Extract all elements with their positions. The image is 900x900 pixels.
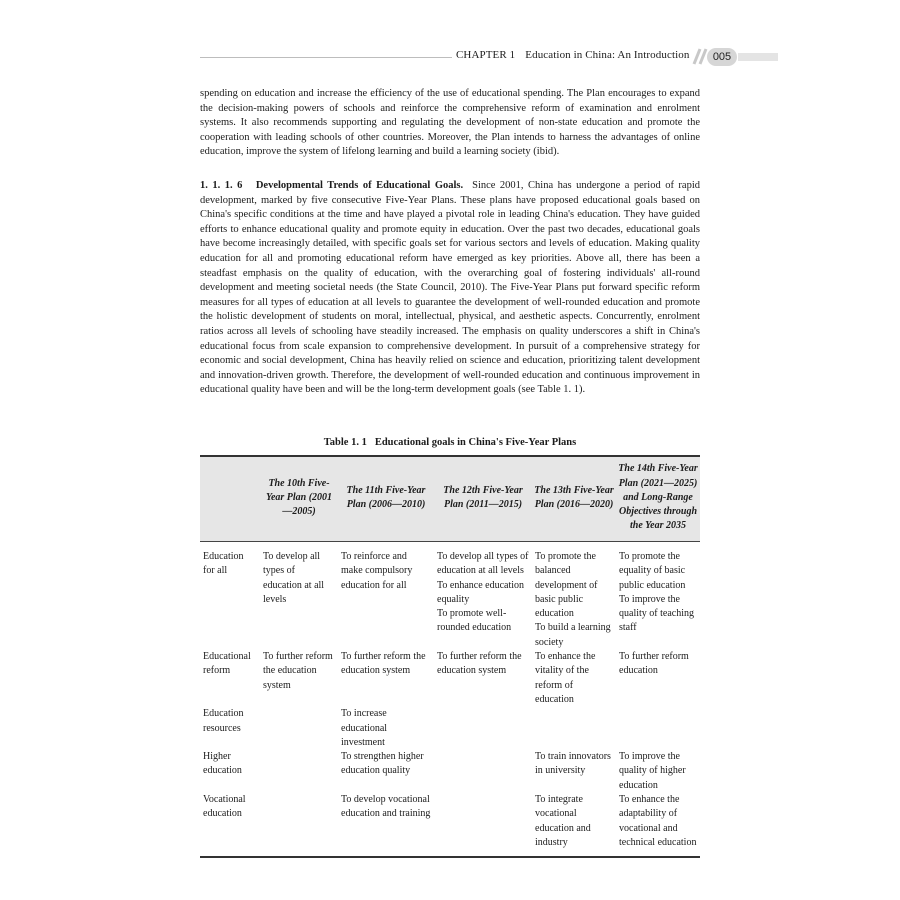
row-category: Higher education (203, 751, 242, 777)
table-row (200, 750, 700, 793)
table-caption-title: Educational goals in China's Five-Year Plans (374, 437, 577, 448)
table-cell (338, 707, 434, 750)
table-row (200, 793, 700, 857)
goals-table (200, 455, 700, 858)
table-cell (616, 707, 700, 750)
table-cell (532, 650, 616, 707)
header-10th-plan: The 10th Five-Year Plan (2001—2005) (260, 456, 338, 542)
table-caption (200, 437, 700, 448)
table-cell (616, 542, 700, 651)
cell-goal: To improve the quality of teaching staff (619, 593, 694, 634)
table-cell (338, 542, 434, 651)
cell-goal: To further reform the education system (263, 651, 333, 691)
cell-goal: To integrate vocational education and industry (535, 794, 591, 848)
running-header (456, 49, 689, 61)
table-header-row (200, 456, 700, 542)
cell-goal: To further reform education (619, 651, 689, 677)
cell-goal: To enhance the vitality of the reform of education (535, 651, 596, 705)
header-11th-plan: The 11th Five-Year Plan (2006—2010) (338, 456, 434, 542)
table-row (200, 707, 700, 750)
table-cell (434, 793, 532, 857)
cell-goal: To enhance the adaptability of vocational and technical education (619, 794, 697, 848)
chapter-title: Education in China: An Introduction (525, 49, 690, 61)
table-cell (532, 542, 616, 651)
table-cell (260, 542, 338, 651)
table-cell (616, 750, 700, 793)
cell-goal: To increase educational investment (341, 708, 388, 748)
cell-goal: To improve the quality of higher education (619, 751, 686, 791)
cell-goal: To promote well-rounded education (437, 608, 512, 634)
cell-goal: To build a learning society (535, 622, 611, 648)
table-cell (260, 750, 338, 793)
row-category: Educational reform (203, 651, 251, 677)
page-badge-tail (738, 53, 778, 61)
table-cell (532, 707, 616, 750)
section-title: Developmental Trends of Educational Goals. (255, 180, 464, 191)
header-empty (200, 456, 260, 542)
cell-goal: To reinforce and make compulsory education for all (341, 551, 413, 591)
section-body: Since 2001, China has undergone a period of rapid development, marked by five consecutive Five-Year Plans. These plans have proposed educational goals based on China's specific conditions at the time and have played a pivotal role in leading China's education. They have guided efforts to enhance educational quality and promote equity in education. Over the past two decades, educational goals have become increasingly detailed, with specific goals set for various sectors and levels of education. Making quality education for all and promoting educational reform have emerged as key priorities. Above all, there has been a steadfast emphasis on the quality of education, with the overarching goal of fostering individuals' all-round development and meeting societal needs (the State Council, 2010). The Five-Year Plans put forward specific reform measures for all types of education at all levels to guarantee the development of well-rounded education and promote the holistic development of students on moral, intellectual, physical, and aesthetic aspects. Concurrently, enrolment ratios across all levels of schooling have steadily increased. The emphasis on quality underscores a shift in China's educational focus from scale expansion to comprehensive development. In pursuit of a comprehensive strategy for economic and social development, China has heavily relied on science and education, prioritizing talent development and innovation-driven growth. Therefore, the development of well-rounded education and continuous improvement in educational quality have been and will be the long-term development goals (see Table 1. 1). (200, 180, 701, 396)
section-paragraph (200, 179, 700, 398)
cell-goal: To further reform the education system (341, 651, 426, 677)
table-cell (260, 707, 338, 750)
table-body (200, 542, 700, 858)
table-cell (260, 793, 338, 857)
header-12th-plan: The 12th Five-Year Plan (2011—2015) (434, 456, 532, 542)
cell-goal: To develop all types of education at all levels (263, 551, 325, 605)
row-category: Vocational education (200, 793, 260, 857)
header-14th-plan: The 14th Five-Year Plan (2021—2025) and Long-Range Objectives through the Year 2035 (616, 456, 700, 542)
table-cell (532, 750, 616, 793)
table-row (200, 542, 700, 651)
cell-goal: To enhance education equality (437, 579, 525, 605)
table-cell (434, 707, 532, 750)
table-cell (338, 793, 434, 857)
cell-goal: To strengthen higher education quality (341, 751, 424, 777)
header-rule (200, 57, 452, 58)
table-cell (260, 650, 338, 707)
header-13th-plan: The 13th Five-Year Plan (2016—2020) (532, 456, 616, 542)
table-row (200, 650, 700, 707)
table-cell (616, 793, 700, 857)
row-category: Education for all (203, 551, 244, 577)
row-category: Education resources (203, 708, 244, 734)
table-cell (338, 650, 434, 707)
cell-goal: To develop all types of education at all levels (437, 551, 529, 577)
table-caption-label: Table 1. 1 (323, 437, 367, 448)
table-cell (434, 650, 532, 707)
table-cell (338, 750, 434, 793)
cell-goal: To train innovators in university (535, 751, 611, 777)
page-number: 005 (707, 48, 737, 66)
table-cell (434, 750, 532, 793)
paragraph-intro: spending on education and increase the efficiency of the use of educational spending. The Plan encourages to expand the decision-making powers of schools and reinforce the comprehensive reform of examination and enrolment systems. It also recommends supporting and regulating the development of non-state education and promote the cooperation with leading schools of other countries. Moreover, the Plan intends to harness the advantages of online education, improve the system of lifelong learning and build a learning society (ibid). (200, 88, 700, 158)
cell-goal: To further reform the education system (437, 651, 522, 677)
section-number: 1. 1. 1. 6 (200, 180, 243, 191)
cell-goal: To promote the balanced development of basic public education (535, 551, 598, 620)
goals-table-wrapper (200, 455, 700, 858)
table-cell (434, 542, 532, 651)
table-cell (616, 650, 700, 707)
cell-goal: To develop vocational education and training (341, 794, 431, 820)
chapter-label: CHAPTER 1 (456, 49, 516, 61)
cell-goal: To promote the equality of basic public education (619, 551, 686, 591)
table-cell (532, 793, 616, 857)
